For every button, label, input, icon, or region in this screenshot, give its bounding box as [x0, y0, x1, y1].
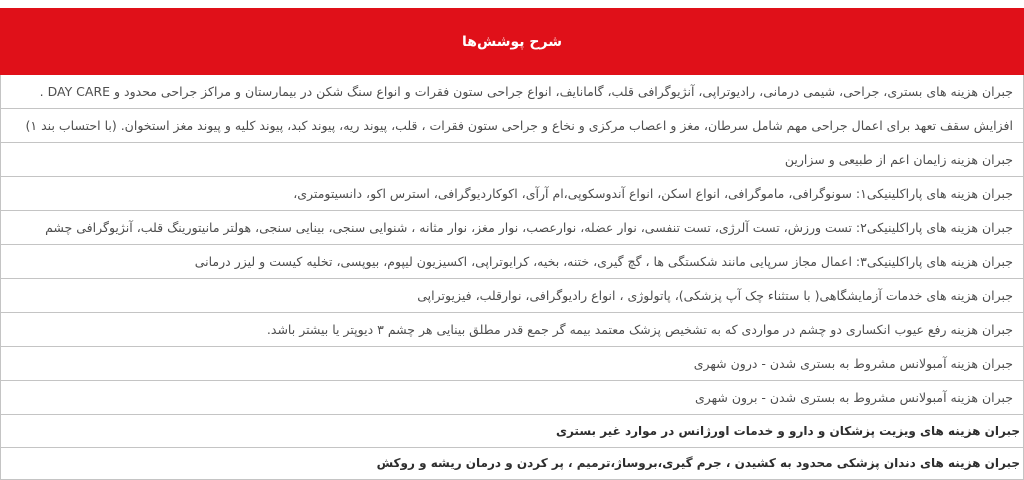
table-row: جبران هزینه های ویزیت پزشکان و دارو و خدمات اورژانس در موارد غیر بستری: [1, 415, 1023, 448]
table-row: جبران هزینه رفع عیوب انکساری دو چشم در مواردی که به تشخیص پزشک معتمد بیمه گر جمع قدر مطلق بینایی هر چشم ۳ دیوپتر یا بیشتر باشد.: [1, 313, 1023, 347]
table-row: جبران هزینه های پاراکلینیکی۲: تست ورزش، تست آلرژی، تست تنفسی، نوار عضله، نوارعصب، نوار مغز، نوار مثانه ، شنوایی سنجی، بینایی سنجی، هولتر مانیتورینگ قلب، آنژیوگرافی چشم: [1, 211, 1023, 245]
table-row: جبران هزینه های خدمات آزمایشگاهی( با ستثناء چک آپ پزشکی)، پاتولوژی ، انواع رادیوگرافی، نوارقلب، فیزیوتراپی: [1, 279, 1023, 313]
table-row: جبران هزینه های پاراکلینیکی۱: سونوگرافی، ماموگرافی، انواع اسکن، انواع آندوسکوپی،ام آرآی، اکوکاردیوگرافی، استرس اکو، دانسیتومتری،: [1, 177, 1023, 211]
table-title: شرح پوشش‌ها: [462, 33, 562, 50]
table-row: جبران هزینه آمبولانس مشروط به بستری شدن - برون شهری: [1, 381, 1023, 415]
coverage-description-page: [0, 8, 1024, 480]
table-header-bar: [0, 8, 1024, 75]
table-row: جبران هزینه زایمان اعم از طبیعی و سزارین: [1, 143, 1023, 177]
table-row: جبران هزینه های بستری، جراحی، شیمی درمانی، رادیوتراپی، آنژیوگرافی قلب، گامانایف، انواع جراحی ستون فقرات و انواع سنگ شکن در بیمارستان و مراکز جراحی محدود و DAY CARE .: [1, 75, 1023, 109]
table-row: جبران هزینه آمبولانس مشروط به بستری شدن - درون شهری: [1, 347, 1023, 381]
table-row: جبران هزینه های پاراکلینیکی۳: اعمال مجاز سرپایی مانند شکستگی ها ، گچ گیری، ختنه، بخیه، کرایوتراپی، اکسیزیون لیپوم، بیوپسی، تخلیه کیست و لیزر درمانی: [1, 245, 1023, 279]
table-row: افزایش سقف تعهد برای اعمال جراحی مهم شامل سرطان، مغز و اعصاب مرکزی و نخاع و جراحی ستون فقرات ، قلب، پیوند ریه، پیوند کبد، پیوند کلیه و پیوند مغز استخوان. (با احتساب بند ۱): [1, 109, 1023, 143]
coverage-table: [0, 75, 1024, 480]
table-row: جبران هزینه های دندان پزشکی محدود به کشیدن ، جرم گیری،بروساژ،ترمیم ، پر کردن و درمان ریشه و روکش: [1, 448, 1023, 480]
